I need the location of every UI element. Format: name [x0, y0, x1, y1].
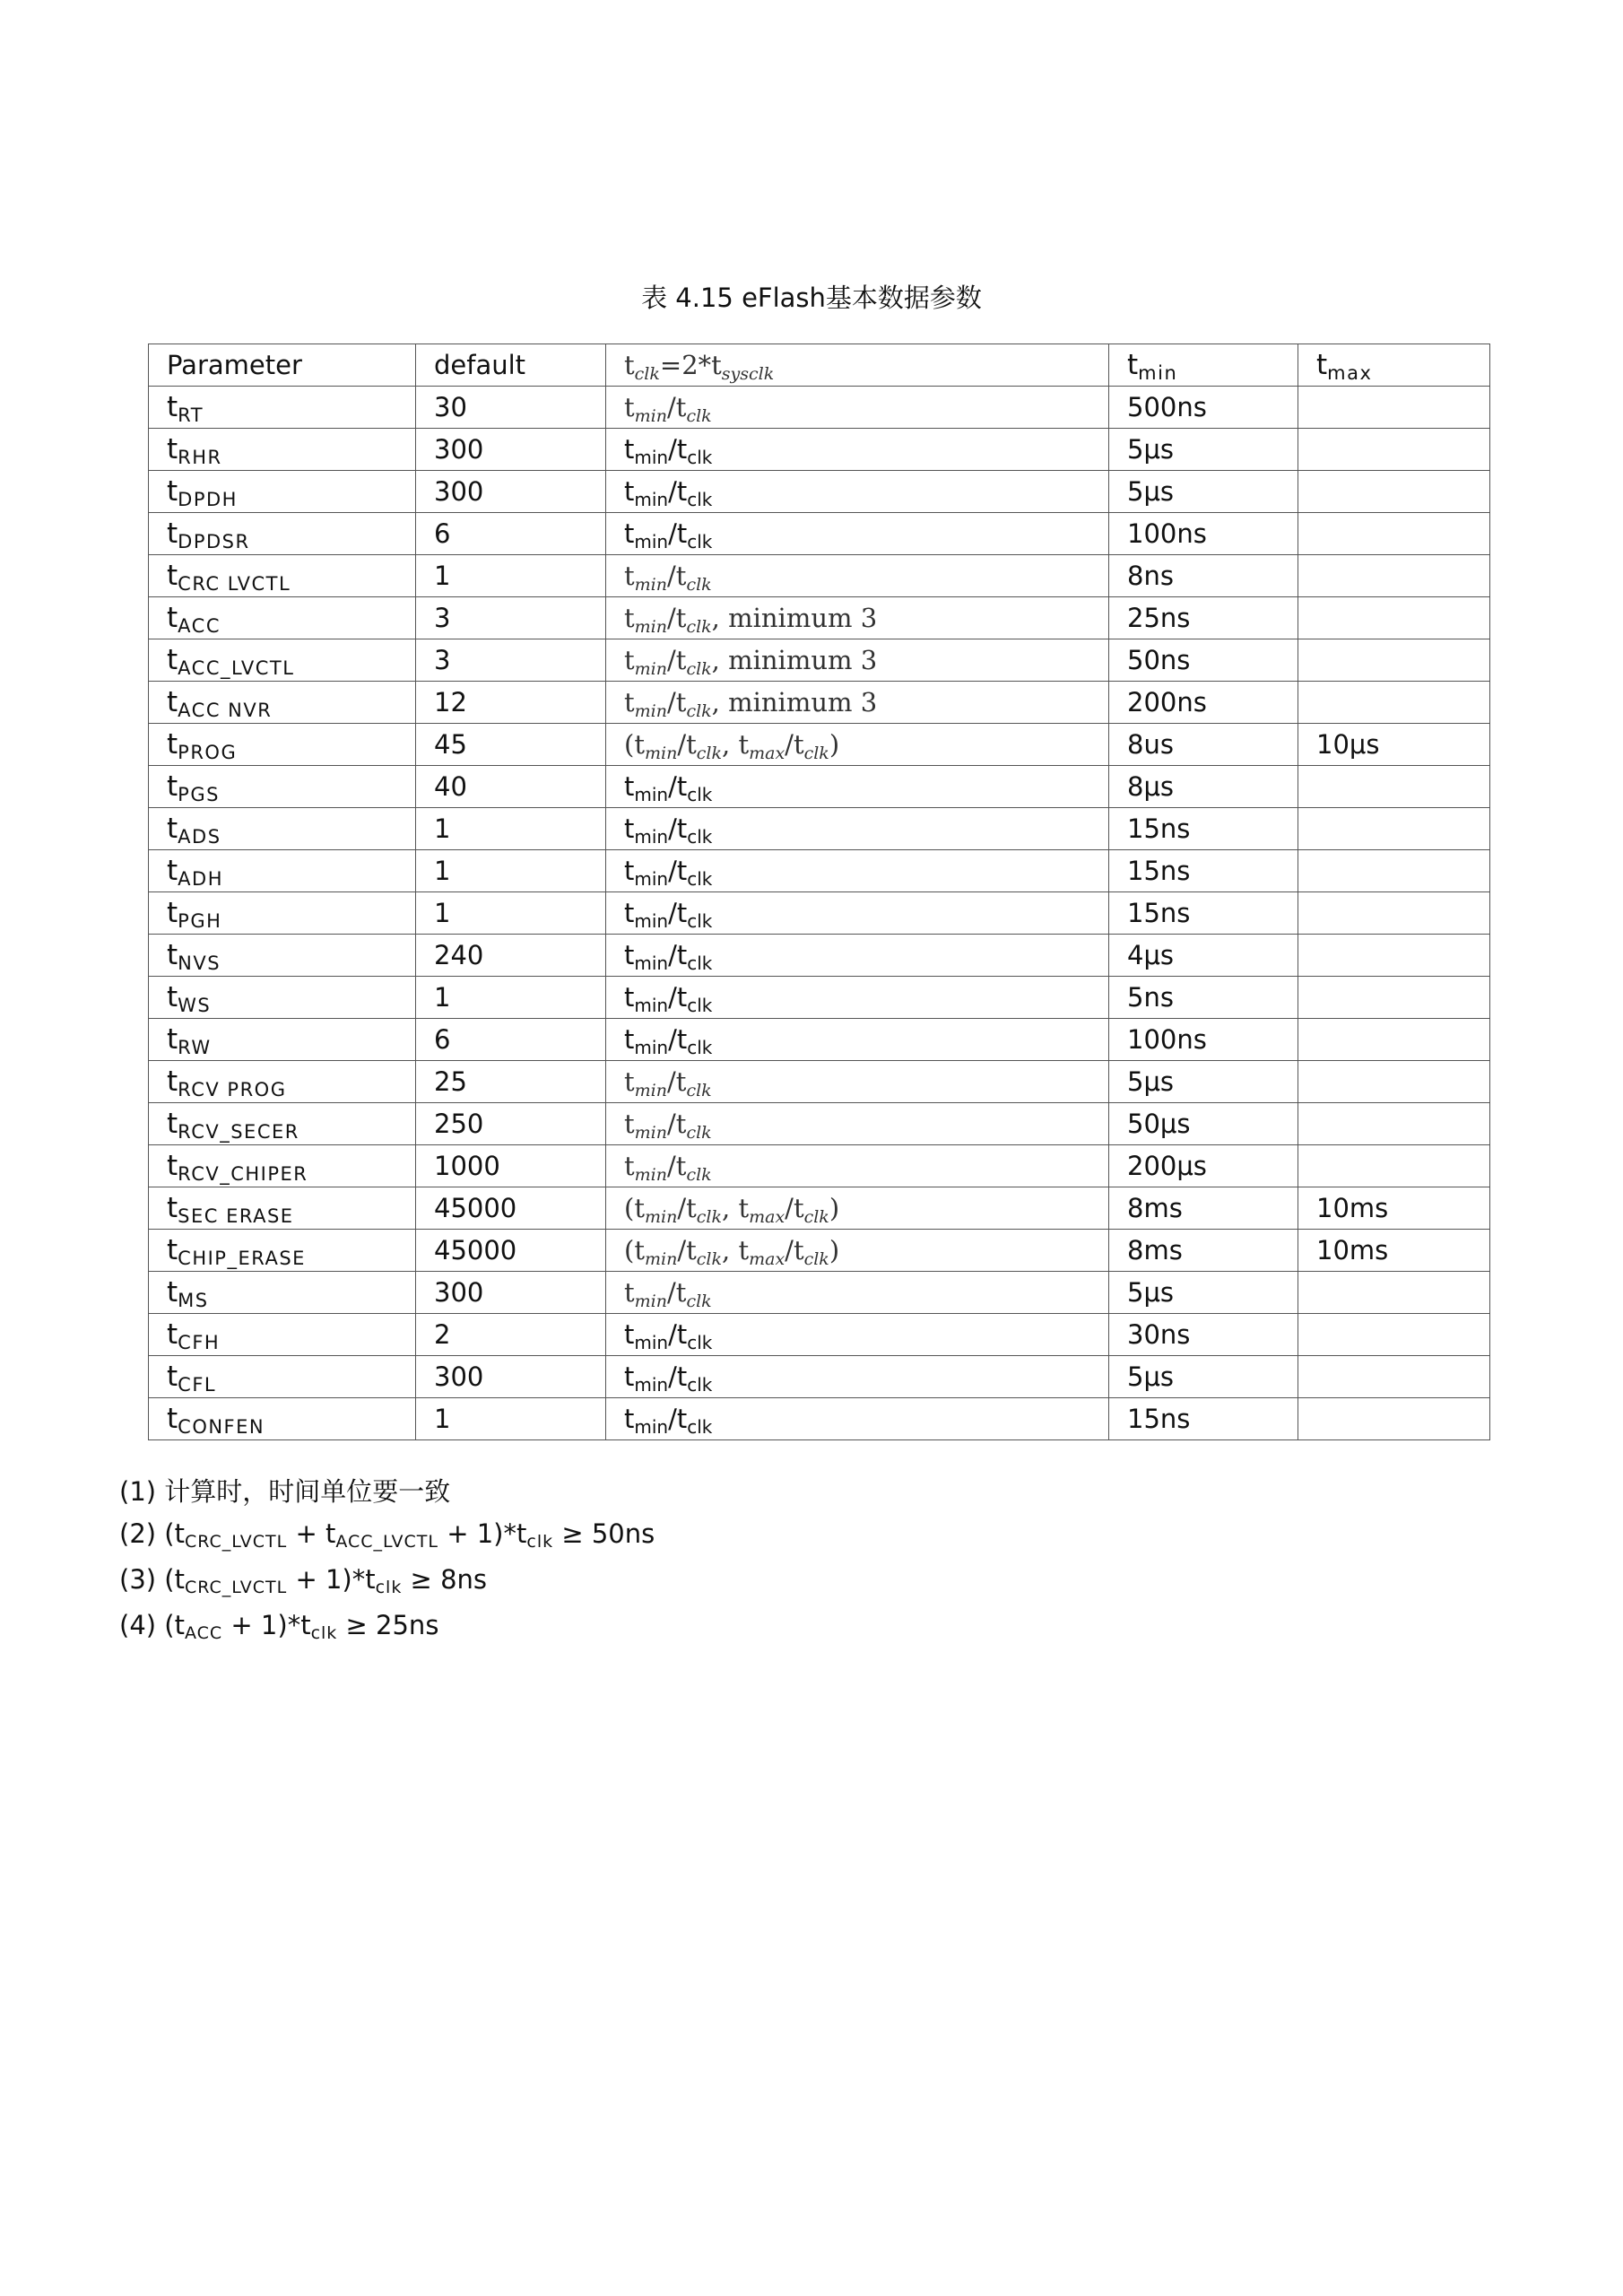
- param-cell: [149, 935, 416, 977]
- tmax-cell: [1298, 766, 1490, 808]
- tmin-cell: 15ns: [1109, 892, 1298, 935]
- table-row: [149, 1187, 1490, 1230]
- param-cell: [149, 682, 416, 724]
- param-symbol: t: [167, 1361, 178, 1393]
- table-row: [149, 387, 1490, 429]
- param-cell: [149, 1230, 416, 1272]
- param-symbol: t: [167, 1150, 178, 1182]
- param-cell: [149, 1356, 416, 1398]
- param-symbol: t: [167, 1318, 178, 1351]
- default-cell: 300: [416, 1356, 606, 1398]
- param-subscript: CFH: [178, 1332, 221, 1353]
- table-row: [149, 850, 1490, 892]
- tmax-cell: [1298, 1272, 1490, 1314]
- table-row: [149, 892, 1490, 935]
- formula-cell: $t_{min}/t_{clk}$: [606, 1398, 1109, 1440]
- param-subscript: DPDH: [178, 489, 238, 510]
- param-cell: [149, 850, 416, 892]
- param-symbol: t: [167, 770, 178, 803]
- table-row: [149, 471, 1490, 513]
- default-cell: 40: [416, 766, 606, 808]
- header-tmin: $t_{min}$: [1109, 344, 1298, 387]
- tmax-cell: [1298, 1103, 1490, 1145]
- tmin-cell: 500ns: [1109, 387, 1298, 429]
- param-symbol: t: [167, 1065, 178, 1098]
- tmin-cell: 8ms: [1109, 1187, 1298, 1230]
- param-subscript: MS: [178, 1290, 209, 1311]
- formula-cell: $t_{min}/t_{clk}$, minimum 3: [606, 682, 1109, 724]
- param-cell: [149, 1187, 416, 1230]
- param-symbol: t: [167, 1023, 178, 1056]
- tmax-cell: [1298, 513, 1490, 555]
- param-cell: [149, 639, 416, 682]
- table-row: [149, 1145, 1490, 1187]
- param-subscript: ADS: [178, 826, 221, 848]
- param-symbol: t: [167, 602, 178, 634]
- tmax-cell: [1298, 387, 1490, 429]
- formula-cell: $t_{min}/t_{clk}$: [606, 1356, 1109, 1398]
- default-cell: 3: [416, 639, 606, 682]
- formula-cell: $t_{min}/t_{clk}$: [606, 1019, 1109, 1061]
- table-row: [149, 639, 1490, 682]
- formula-cell: $t_{min}/t_{clk}$: [606, 892, 1109, 935]
- formula-cell: $t_{min}/t_{clk}$: [606, 471, 1109, 513]
- tmax-cell: [1298, 682, 1490, 724]
- param-cell: [149, 1314, 416, 1356]
- param-subscript: PGH: [178, 910, 222, 932]
- param-cell: [149, 1103, 416, 1145]
- param-symbol: t: [167, 686, 178, 718]
- tmax-cell: [1298, 597, 1490, 639]
- tmin-cell: 5μs: [1109, 429, 1298, 471]
- tmin-cell: 15ns: [1109, 1398, 1298, 1440]
- tmin-cell: 200μs: [1109, 1145, 1298, 1187]
- default-cell: 1: [416, 1398, 606, 1440]
- param-cell: [149, 1145, 416, 1187]
- param-cell: [149, 513, 416, 555]
- param-subscript: WS: [178, 995, 212, 1016]
- param-symbol: t: [167, 1192, 178, 1224]
- table-row: [149, 1061, 1490, 1103]
- tmin-cell: 8μs: [1109, 766, 1298, 808]
- param-cell: [149, 1398, 416, 1440]
- formula-cell: $t_{min}/t_{clk}$: [606, 1145, 1109, 1187]
- tmin-cell: 5ns: [1109, 977, 1298, 1019]
- tmax-cell: [1298, 808, 1490, 850]
- tmin-cell: 15ns: [1109, 850, 1298, 892]
- param-subscript: DPDSR: [178, 531, 250, 552]
- param-subscript: CHIP_ERASE: [178, 1248, 306, 1269]
- table-caption: 表 4.15 eFlash基本数据参数: [641, 283, 982, 313]
- default-cell: 1: [416, 808, 606, 850]
- param-subscript: RCV PROG: [178, 1079, 287, 1100]
- header-default: default: [416, 344, 606, 387]
- formula-cell: ($t_{min}/t_{clk}$, $t_{max}/t_{clk}$): [606, 1187, 1109, 1230]
- param-cell: [149, 892, 416, 935]
- parameter-table: [148, 344, 1490, 1440]
- param-subscript: NVS: [178, 952, 221, 974]
- tmax-cell: [1298, 892, 1490, 935]
- tmin-cell: 4μs: [1109, 935, 1298, 977]
- formula-cell: $t_{min}/t_{clk}$: [606, 1272, 1109, 1314]
- param-cell: [149, 1061, 416, 1103]
- tmax-cell: 10μs: [1298, 724, 1490, 766]
- param-symbol: t: [167, 475, 178, 508]
- tmax-cell: [1298, 1356, 1490, 1398]
- param-symbol: t: [167, 391, 178, 423]
- default-cell: 240: [416, 935, 606, 977]
- tmin-cell: 5μs: [1109, 471, 1298, 513]
- tmax-cell: [1298, 935, 1490, 977]
- default-cell: 45000: [416, 1230, 606, 1272]
- default-cell: 1: [416, 850, 606, 892]
- default-cell: 30: [416, 387, 606, 429]
- default-cell: 6: [416, 1019, 606, 1061]
- param-symbol: t: [167, 1403, 178, 1435]
- footnote-line: (4) (tACC + 1)*tclk ≥ 25ns: [119, 1610, 439, 1643]
- footnote-line: (3) (tCRC_LVCTL + 1)*tclk ≥ 8ns: [119, 1564, 488, 1597]
- tmin-cell: 50μs: [1109, 1103, 1298, 1145]
- tmax-cell: [1298, 1398, 1490, 1440]
- tmin-cell: 8ns: [1109, 555, 1298, 597]
- table-row: [149, 1314, 1490, 1356]
- table-row: [149, 1019, 1490, 1061]
- formula-cell: $t_{min}/t_{clk}$: [606, 935, 1109, 977]
- param-symbol: t: [167, 517, 178, 550]
- default-cell: 45000: [416, 1187, 606, 1230]
- table-row: [149, 1398, 1490, 1440]
- param-subscript: RHR: [178, 447, 222, 468]
- default-cell: 300: [416, 471, 606, 513]
- tmin-cell: 5μs: [1109, 1356, 1298, 1398]
- param-subscript: SEC ERASE: [178, 1205, 294, 1227]
- param-symbol: t: [167, 1108, 178, 1140]
- formula-cell: $t_{min}/t_{clk}$: [606, 1314, 1109, 1356]
- tmin-cell: 50ns: [1109, 639, 1298, 682]
- param-cell: [149, 471, 416, 513]
- param-subscript: CRC LVCTL: [178, 573, 291, 595]
- footnote-line: (1) 计算时，时间单位要一致: [119, 1476, 451, 1507]
- formula-cell: $t_{min}/t_{clk}$: [606, 513, 1109, 555]
- param-cell: [149, 1019, 416, 1061]
- param-subscript: RT: [178, 404, 204, 426]
- tmin-cell: 15ns: [1109, 808, 1298, 850]
- param-symbol: t: [167, 939, 178, 971]
- param-subscript: ACC_LVCTL: [178, 657, 295, 679]
- table-row: [149, 597, 1490, 639]
- param-subscript: CONFEN: [178, 1416, 265, 1438]
- default-cell: 45: [416, 724, 606, 766]
- table-row: [149, 429, 1490, 471]
- tmax-cell: [1298, 850, 1490, 892]
- param-subscript: ACC NVR: [178, 700, 273, 721]
- tmin-cell: 100ns: [1109, 513, 1298, 555]
- table-row: [149, 808, 1490, 850]
- param-symbol: t: [167, 728, 178, 761]
- table-row: [149, 1356, 1490, 1398]
- table-row: [149, 766, 1490, 808]
- formula-cell: $t_{min}/t_{clk}$: [606, 1103, 1109, 1145]
- default-cell: 300: [416, 1272, 606, 1314]
- param-subscript: CFL: [178, 1374, 217, 1396]
- tmin-cell: 100ns: [1109, 1019, 1298, 1061]
- table-row: [149, 555, 1490, 597]
- table-row: [149, 935, 1490, 977]
- default-cell: 25: [416, 1061, 606, 1103]
- param-symbol: t: [167, 855, 178, 887]
- header-formula: $t_{clk}=2*t_{sysclk}$: [606, 344, 1109, 387]
- table-row: [149, 1103, 1490, 1145]
- formula-cell: $t_{min}/t_{clk}$: [606, 850, 1109, 892]
- default-cell: 1: [416, 892, 606, 935]
- param-subscript: ACC: [178, 615, 221, 637]
- table-row: [149, 1272, 1490, 1314]
- default-cell: 1000: [416, 1145, 606, 1187]
- param-cell: [149, 387, 416, 429]
- param-cell: [149, 597, 416, 639]
- param-symbol: t: [167, 813, 178, 845]
- footnote-line: (2) (tCRC_LVCTL + tACC_LVCTL + 1)*tclk ≥ 50ns: [119, 1518, 655, 1552]
- formula-cell: $t_{min}/t_{clk}$: [606, 977, 1109, 1019]
- tmax-cell: [1298, 1019, 1490, 1061]
- default-cell: 3: [416, 597, 606, 639]
- param-cell: [149, 808, 416, 850]
- param-subscript: RCV_CHIPER: [178, 1163, 308, 1185]
- tmin-cell: 30ns: [1109, 1314, 1298, 1356]
- tmin-cell: 200ns: [1109, 682, 1298, 724]
- tmin-cell: 8ms: [1109, 1230, 1298, 1272]
- param-subscript: PROG: [178, 742, 238, 763]
- param-symbol: t: [167, 644, 178, 676]
- tmax-cell: [1298, 429, 1490, 471]
- param-subscript: ADH: [178, 868, 223, 890]
- tmax-cell: [1298, 977, 1490, 1019]
- formula-cell: $t_{min}/t_{clk}$, minimum 3: [606, 597, 1109, 639]
- table-row: [149, 1230, 1490, 1272]
- tmin-cell: 5μs: [1109, 1272, 1298, 1314]
- formula-cell: $t_{min}/t_{clk}$, minimum 3: [606, 639, 1109, 682]
- tmin-cell: 25ns: [1109, 597, 1298, 639]
- table-row: [149, 682, 1490, 724]
- default-cell: 1: [416, 555, 606, 597]
- param-symbol: t: [167, 981, 178, 1013]
- default-cell: 12: [416, 682, 606, 724]
- formula-cell: $t_{min}/t_{clk}$: [606, 387, 1109, 429]
- tmax-cell: [1298, 1145, 1490, 1187]
- default-cell: 6: [416, 513, 606, 555]
- param-symbol: t: [167, 1276, 178, 1309]
- tmax-cell: [1298, 1314, 1490, 1356]
- param-cell: [149, 429, 416, 471]
- tmin-cell: 5μs: [1109, 1061, 1298, 1103]
- tmax-cell: [1298, 1061, 1490, 1103]
- default-cell: 1: [416, 977, 606, 1019]
- param-cell: [149, 724, 416, 766]
- param-subscript: PGS: [178, 784, 220, 805]
- tmax-cell: [1298, 471, 1490, 513]
- param-symbol: t: [167, 897, 178, 929]
- default-cell: 300: [416, 429, 606, 471]
- formula-cell: $t_{min}/t_{clk}$: [606, 555, 1109, 597]
- formula-cell: $t_{min}/t_{clk}$: [606, 429, 1109, 471]
- header-tmax: $t_{max}$: [1298, 344, 1490, 387]
- default-cell: 2: [416, 1314, 606, 1356]
- param-cell: [149, 555, 416, 597]
- formula-cell: $t_{min}/t_{clk}$: [606, 808, 1109, 850]
- table-row: [149, 724, 1490, 766]
- default-cell: 250: [416, 1103, 606, 1145]
- formula-cell: $t_{min}/t_{clk}$: [606, 766, 1109, 808]
- formula-cell: ($t_{min}/t_{clk}$, $t_{max}/t_{clk}$): [606, 724, 1109, 766]
- header-parameter: Parameter: [149, 344, 416, 387]
- param-symbol: t: [167, 1234, 178, 1266]
- table-header-row: [149, 344, 1490, 387]
- table-row: [149, 513, 1490, 555]
- param-subscript: RW: [178, 1037, 212, 1058]
- param-symbol: t: [167, 433, 178, 465]
- table-row: [149, 977, 1490, 1019]
- tmin-cell: 8us: [1109, 724, 1298, 766]
- formula-cell: ($t_{min}/t_{clk}$, $t_{max}/t_{clk}$): [606, 1230, 1109, 1272]
- tmax-cell: [1298, 555, 1490, 597]
- footnotes: [119, 1471, 655, 1650]
- param-subscript: RCV_SECER: [178, 1121, 299, 1143]
- param-cell: [149, 977, 416, 1019]
- param-symbol: t: [167, 560, 178, 592]
- formula-cell: $t_{min}/t_{clk}$: [606, 1061, 1109, 1103]
- param-cell: [149, 1272, 416, 1314]
- tmax-cell: 10ms: [1298, 1187, 1490, 1230]
- param-cell: [149, 766, 416, 808]
- tmax-cell: [1298, 639, 1490, 682]
- tmax-cell: 10ms: [1298, 1230, 1490, 1272]
